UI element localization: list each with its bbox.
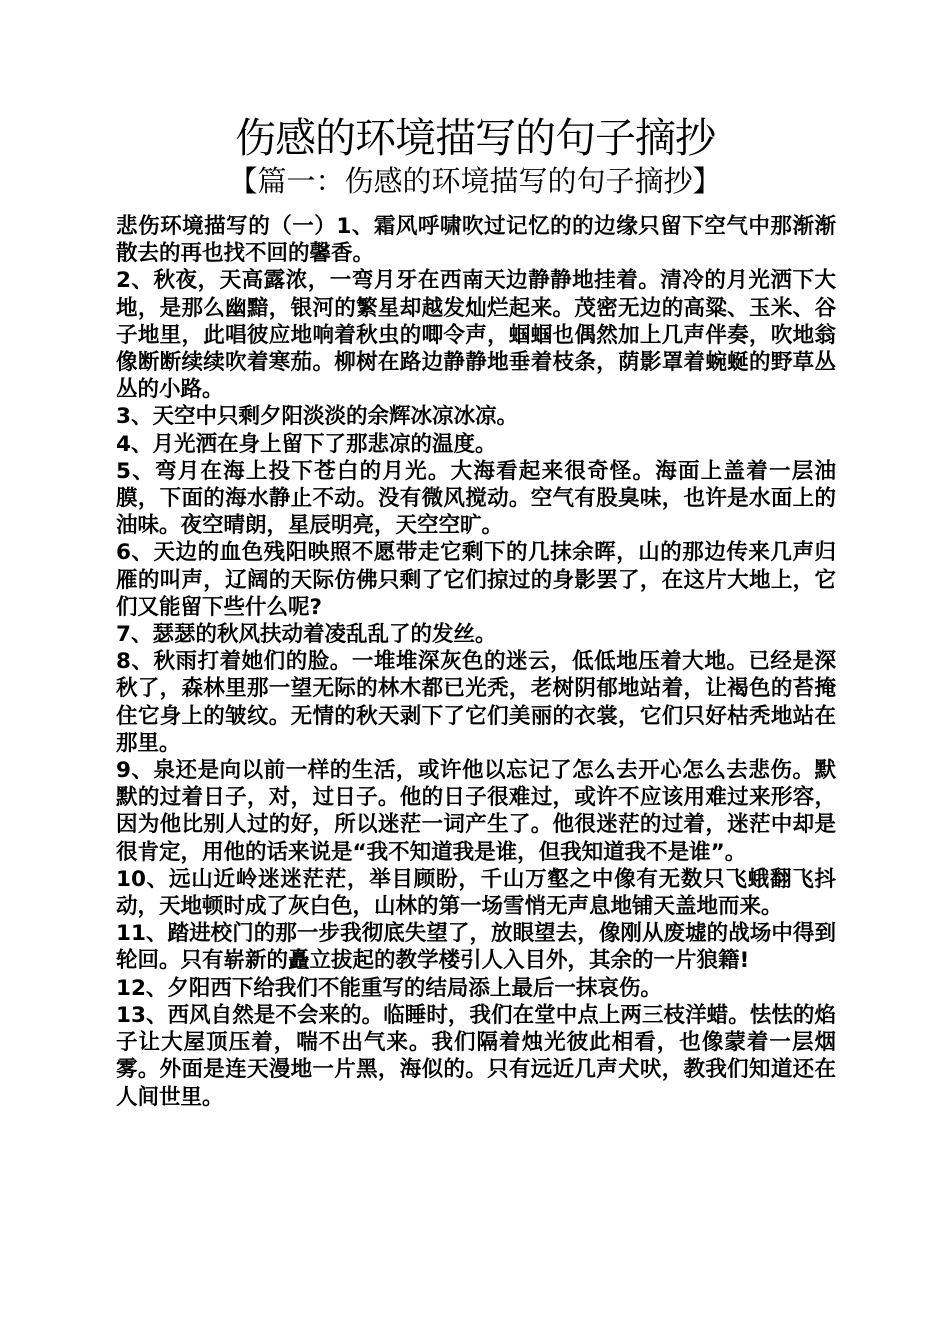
paragraph-4: 4、月光洒在身上留下了那悲凉的温度。 — [116, 431, 497, 457]
paragraph-3: 3、天空中只剩夕阳淡淡的余辉冰凉冰凉。 — [116, 404, 518, 430]
paragraph-intro-1: 悲伤环境描写的（一）1、霜风呼啸吹过记忆的的边缘只留下空气中那渐渐散去的再也找不回的馨香。 — [116, 214, 836, 267]
document-title: 伤感的环境描写的句子摘抄 — [235, 114, 715, 162]
document-body — [116, 213, 836, 1111]
document-subtitle: 【篇一：伤感的环境描写的句子摘抄】 — [228, 164, 722, 198]
paragraph-11: 11、踏进校门的那一步我彻底失望了，放眼望去，像刚从废墟的战场中得到轮回。只有崭新的矗立拔起的教学楼引人入目外，其余的一片狼籍! — [116, 921, 836, 974]
paragraph-13: 13、西风自然是不会来的。临睡时，我们在堂中点上两三枝洋蜡。怯怯的焰子让大屋顶压着，喘不出气来。我们隔着烛光彼此相看，也像蒙着一层烟雾。外面是连天漫地一片黑，海似的。只有远近几声犬吠，教我们知道还在人间世里。 — [116, 1002, 836, 1110]
paragraph-7: 7、瑟瑟的秋风扶动着凌乱乱了的发丝。 — [116, 622, 497, 648]
paragraph-10: 10、远山近岭迷迷茫茫，举目顾盼，千山万壑之中像有无数只飞蛾翻飞抖动，天地顿时成了灰白色，山林的第一场雪悄无声息地铺天盖地而来。 — [116, 866, 836, 920]
paragraph-9: 9、泉还是向以前一样的生活，或许他以忘记了怎么去开心怎么去悲伤。默默的过着日子，对，过日子。他的日子很难过，或许不应该用难过来形容，因为他比别人过的好，所以迷茫一词产生了。他很迷茫的过着，迷茫中却是很肯定，用他的话来说是“我不知道我是谁，但我知道我不是谁”。 — [116, 758, 836, 865]
paragraph-8: 8、秋雨打着她们的脸。一堆堆深灰色的迷云，低低地压着大地。已经是深秋了，森林里那一望无际的林木都已光秃，老树阴郁地站着，让褐色的苔掩住它身上的皱纹。无情的秋天剥下了它们美丽的衣裳，它们只好枯秃地站在那里。 — [116, 649, 836, 756]
paragraph-12: 12、夕阳西下给我们不能重写的结局添上最后一抹哀伤。 — [116, 975, 662, 1001]
paragraph-2: 2、秋夜，天高露浓，一弯月牙在西南天边静静地挂着。清冷的月光洒下大地，是那么幽黯，银河的繁星却越发灿烂起来。茂密无边的高粱、玉米、谷子地里，此唱彼应地响着秋虫的唧令声，蝈蝈也偶然加上几声伴奏，吹地翁像断断续续吹着寒茄。柳树在路边静静地垂着枝条，荫影罩着蜿蜒的野草丛丛的小路。 — [116, 268, 836, 403]
paragraph-5: 5、弯月在海上投下苍白的月光。大海看起来很奇怪。海面上盖着一层油膜，下面的海水静止不动。没有微风搅动。空气有股臭味，也许是水面上的油味。夜空晴朗，星辰明亮，天空空旷。 — [116, 458, 836, 539]
paragraph-6: 6、天边的血色残阳映照不愿带走它剩下的几抹余晖，山的那边传来几声归雁的叫声，辽阔的天际仿佛只剩了它们掠过的身影罢了，在这片大地上，它们又能留下些什么呢? — [116, 540, 836, 620]
